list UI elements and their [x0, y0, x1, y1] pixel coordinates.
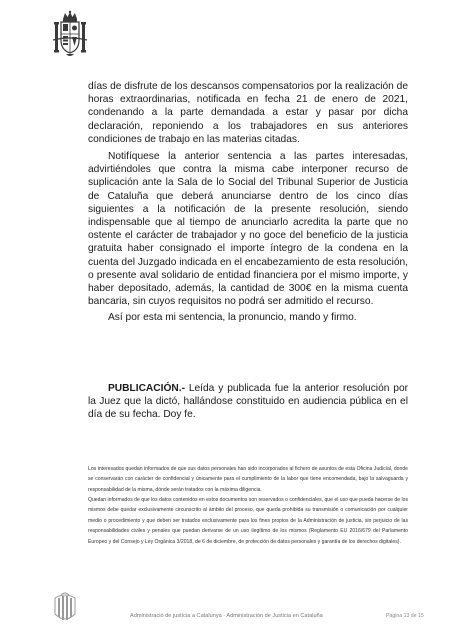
signature-paragraph: Así por esta mi sentencia, la pronuncio, mando y firmo.: [108, 312, 357, 323]
privacy-notice-1: Los interesados quedan informados de que sus datos personales han sido incorporados al fichero de asuntos de esta Oficina Judicial, donde se conservarán con carácter de confidencial y únicamente para el cumplimiento de la labor que tiene encomendada, bajo la salvaguarda y responsabilidad de la misma, dónde serán tratados con la máxima diligencia.: [88, 466, 408, 493]
spain-coat-of-arms-icon: [52, 10, 88, 60]
page-number: Página 13 de 15: [386, 613, 424, 619]
privacy-notice-2: Quedan informados de que los datos contenidos en estos documentos son reservados o confidenciales, que el uso que pueda hacerse de los mismos debe quedar exclusivamente circunscrito al ámbito del proceso, que queda prohibida su transmisión o comunicación por cualquier medio o procedimiento y que deben ser tratados exclusivamente para los fines propios de la Administración de justicia, sin perjuicio de las responsabilidades civiles y penales que puedan derivarse de un uso ilegítimo de los mismos (Reglamento EU 2016/679 del Parlamento Europeo y del Consejo y Ley Orgánica 3/2018, de 6 de diciembre, de protección de datos personales y garantía de los derechos digitales).: [88, 497, 408, 545]
notification-paragraph: Notifíquese la anterior sentencia a las partes interesadas, advirtiéndoles que contra la misma cabe interponer recurso de suplicación ante la Sala de lo Social del Tribunal Superior de Justicia de Cataluña que deberá anunciarse dentro de los cinco días siguientes a la notificación de la presente resolución, siendo indispensable que al tiempo de anunciarlo acredita la parte que no ostente el carácter de trabajador y no goce del beneficio de la justicia gratuita haber consignado el importe íntegro de la condena en la cuenta del Juzgado indicada en el encabezamiento de esta resolución, o presente aval solidario de entidad financiera por el mismo importe, y haber depositado, además, la cantidad de 300€ en la misma cuenta bancaria, sin cuyos requisitos no podrá ser admitido el recurso.: [88, 151, 408, 308]
publication-label: PUBLICACIÓN.-: [108, 383, 185, 394]
footer-text: Administració de justícia a Catalunya · Administración de Justicia en Cataluña: [130, 613, 323, 619]
publication-text: Leída y publicada fue la anterior resolución por la Juez que la dictó, hallándose constituido en audiencia pública en el día de su fecha. Doy fe.: [88, 383, 408, 421]
publication-paragraph: [88, 382, 408, 422]
resolution-paragraph: días de disfrute de los descansos compensatorios por la realización de horas extraordinarias, notificada en fecha 21 de enero de 2021, condenando a la parte demandada a estar y pasar por dicha declaración, reponiendo a los trabajadores en sus anteriores condiciones de trabajo en las materias citadas.: [88, 81, 408, 145]
generalitat-catalunya-logo-icon: [52, 590, 78, 626]
